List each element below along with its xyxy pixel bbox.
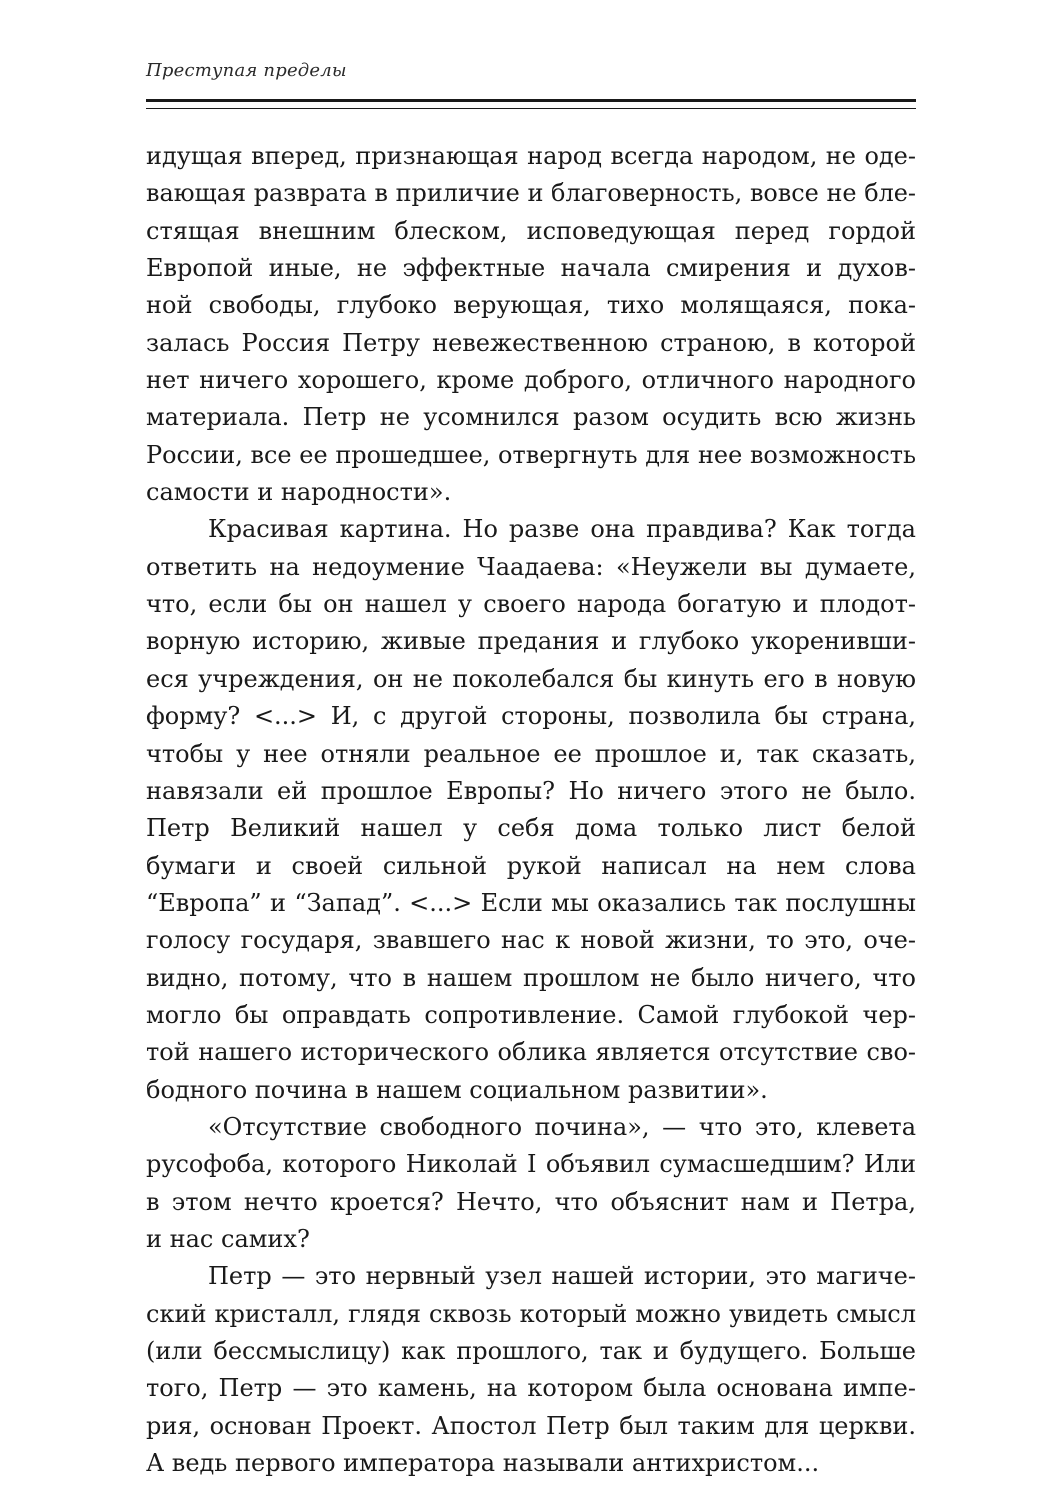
paragraph <box>146 1109 916 1258</box>
running-head: Преступая пределы <box>146 60 347 81</box>
text-line: чтобы у нее отняли реальное ее прошлое и, так сказать, <box>146 739 916 768</box>
text-line: России, все ее прошедшее, отвергнуть для нее возможность <box>146 440 916 469</box>
text-line: могло бы оправдать сопротивление. Самой глубокой чер- <box>146 1000 916 1029</box>
text-line: русофоба, которого Николай I объявил сумасшедшим? Или <box>146 1150 916 1179</box>
text-line: того, Петр — это камень, на котором была основана импе- <box>146 1374 916 1403</box>
text-line: рия, основан Проект. Апостол Петр был таким для церкви. <box>146 1411 916 1440</box>
text-line: вающая разврата в приличие и благоверность, вовсе не бле- <box>146 179 916 208</box>
text-line: самости и народности». <box>146 478 452 507</box>
text-line: стящая внешним блеском, исповедующая перед гордой <box>146 216 916 245</box>
text-line: идущая вперед, признающая народ всегда народом, не оде- <box>146 142 916 170</box>
text-line: А ведь первого императора называли антихристом... <box>146 1449 820 1478</box>
text-line: Красивая картина. Но разве она правдива? Как тогда <box>208 515 916 544</box>
text-line: «Отсутствие свободного почина», — что это, клевета <box>208 1112 916 1141</box>
text-line: голосу государя, звавшего нас к новой жизни, то это, оче- <box>146 926 916 955</box>
text-line: бумаги и своей сильной рукой написал на нем слова <box>146 851 916 880</box>
text-line: ский кристалл, глядя сквозь который можно увидеть смысл <box>146 1299 916 1328</box>
text-line: Петр — это нервный узел нашей истории, это магиче- <box>208 1262 916 1291</box>
text-line: “Европа” и “Запад”. <...> Если мы оказались так послушны <box>146 888 916 917</box>
text-line: ной свободы, глубоко верующая, тихо молящаяся, пока- <box>146 291 916 320</box>
header-rule-thin <box>146 108 916 109</box>
text-line: Европой иные, не эффектные начала смирения и духов- <box>146 254 916 283</box>
paragraph <box>146 511 916 1109</box>
text-line: ответить на недоумение Чаадаева: «Неужели вы думаете, <box>146 552 916 581</box>
text-line: еся учреждения, он не поколебался бы кинуть его в новую <box>146 664 916 693</box>
text-line: бодного почина в нашем социальном развитии». <box>146 1075 768 1104</box>
text-line: форму? <...> И, с другой стороны, позволила бы страна, <box>146 702 916 731</box>
text-line: навязали ей прошлое Европы? Но ничего этого не было. <box>146 776 916 805</box>
paragraph <box>146 138 916 511</box>
text-line: нет ничего хорошего, кроме доброго, отличного народного <box>146 366 916 395</box>
text-line: материала. Петр не усомнился разом осудить всю жизнь <box>146 403 916 432</box>
text-line: что, если бы он нашел у своего народа богатую и плодот- <box>146 590 916 619</box>
header-rule-thick <box>146 99 916 102</box>
text-line: (или бессмыслицу) как прошлого, так и будущего. Больше <box>146 1337 916 1365</box>
text-line: в этом нечто кроется? Нечто, что объяснит нам и Петра, <box>146 1187 916 1216</box>
text-line: ворную историю, живые предания и глубоко укоренивши- <box>146 627 916 656</box>
paragraph <box>146 1258 916 1482</box>
text-line: той нашего исторического облика является отсутствие сво- <box>146 1038 916 1067</box>
text-line: видно, потому, что в нашем прошлом не было ничего, что <box>146 963 916 992</box>
text-line: залась Россия Петру невежественною страною, в которой <box>146 328 916 357</box>
text-line: Петр Великий нашел у себя дома только лист белой <box>146 814 916 843</box>
text-line: и нас самих? <box>146 1224 310 1253</box>
body-text <box>146 138 916 1482</box>
